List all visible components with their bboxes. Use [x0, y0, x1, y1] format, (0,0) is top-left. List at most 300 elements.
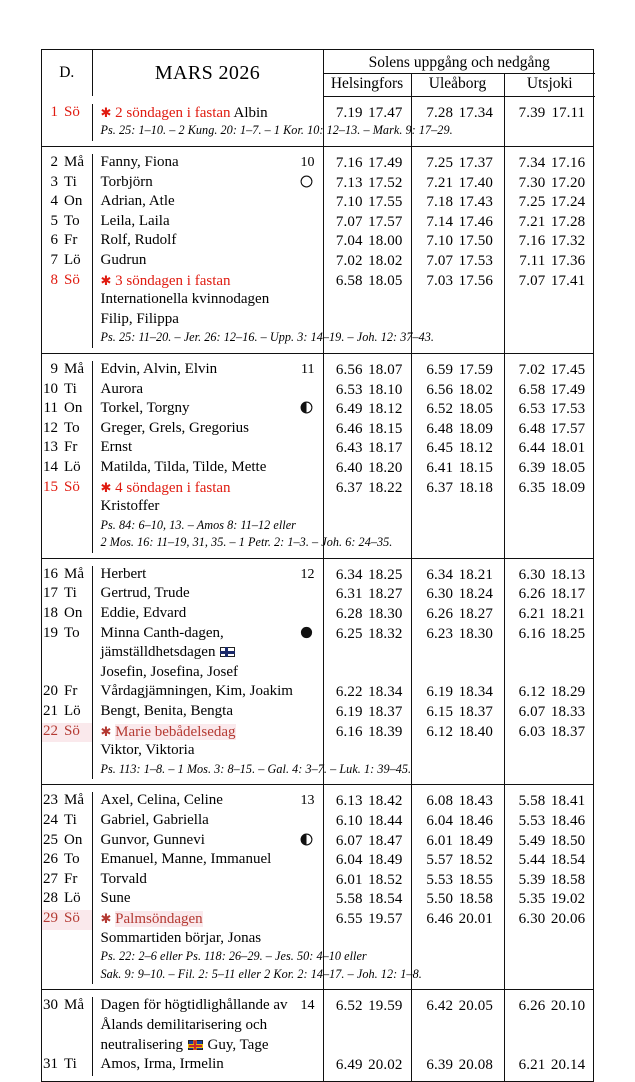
calendar-week-block	[42, 97, 593, 147]
sunrise-time: 6.48	[518, 420, 546, 437]
weekday-abbrev: On	[64, 831, 83, 848]
sunrise-time: 7.16	[335, 155, 363, 171]
weekday-abbrev: Lö	[64, 703, 81, 720]
sunrise-time: 6.21	[518, 606, 546, 623]
helsingfors-times-empty	[323, 498, 411, 518]
helsingfors-times-empty	[323, 742, 411, 762]
day-number: 26	[43, 851, 58, 868]
weekday-abbrev: Ti	[64, 585, 77, 602]
name-day-names: Gertrud, Trude	[100, 585, 190, 602]
sunrise-time: 7.19	[335, 104, 363, 121]
day-cell-empty	[42, 762, 92, 780]
sunset-time: 17.47	[368, 104, 403, 121]
uleaborg-times-empty	[411, 930, 504, 950]
sunrise-time: 6.26	[518, 586, 546, 603]
day-cell-empty	[42, 949, 92, 967]
name-cell	[92, 232, 323, 252]
calendar-week-block	[42, 559, 593, 786]
day-number: 5	[50, 212, 58, 229]
uleaborg-times	[411, 910, 504, 930]
sunset-time: 18.27	[458, 606, 493, 623]
sunset-time: 18.12	[368, 401, 403, 418]
sunrise-time: 7.16	[518, 233, 546, 250]
helsingfors-times	[323, 252, 411, 272]
sunrise-time: 6.48	[426, 420, 454, 437]
table-row[interactable]	[42, 1056, 595, 1076]
sunset-time: 18.41	[550, 793, 586, 810]
sunrise-time: 6.22	[335, 684, 363, 701]
helsingfors-times	[323, 723, 411, 743]
utsjoki-times	[504, 252, 595, 272]
day-number: 15	[43, 478, 58, 495]
table-row[interactable]	[42, 252, 595, 272]
day-cell	[42, 683, 92, 703]
name-cell	[92, 400, 323, 420]
sunset-time: 18.05	[550, 459, 586, 476]
table-row[interactable]	[42, 585, 595, 605]
helsingfors-times	[323, 851, 411, 871]
day-cell	[42, 174, 92, 194]
sunrise-time: 6.10	[335, 813, 363, 829]
week-number: 13	[300, 793, 315, 809]
table-row[interactable]	[42, 625, 595, 645]
day-cell-empty	[42, 930, 92, 950]
day-cell	[42, 400, 92, 420]
name-cell	[92, 625, 323, 645]
sunset-time: 17.24	[550, 194, 586, 211]
weekday-abbrev: Må	[64, 360, 84, 377]
block-bottom-spacer	[42, 553, 595, 558]
helsingfors-times	[323, 683, 411, 703]
helsingfors-times	[323, 154, 411, 174]
helsingfors-times	[323, 193, 411, 213]
name-day-names: Ernst	[100, 439, 133, 456]
sunrise-time: 7.30	[518, 174, 546, 191]
bible-reading-row	[42, 949, 595, 967]
day-cell	[42, 625, 92, 645]
sunset-time: 17.46	[458, 213, 493, 230]
first-quarter-moon-icon	[300, 400, 313, 418]
name-cell-continuation: Filip, Filippa	[100, 310, 179, 327]
bible-reading-text: Ps. 25: 11–20. – Jer. 26: 12–16. – Upp. 3: 14–19. – Joh. 12: 37–43.	[100, 330, 435, 345]
table-row[interactable]	[42, 871, 595, 891]
day-cell	[42, 213, 92, 233]
helsingfors-times	[323, 605, 411, 625]
helsingfors-times-empty	[323, 311, 411, 331]
utsjoki-times	[504, 193, 595, 213]
table-row[interactable]	[42, 910, 595, 930]
sunrise-time: 6.56	[426, 381, 454, 398]
finland-flag-icon	[220, 647, 235, 657]
table-row-continuation	[42, 291, 595, 311]
day-number: 18	[43, 605, 58, 622]
table-row[interactable]	[42, 154, 595, 174]
sunrise-time: 6.35	[518, 479, 546, 496]
sunset-time: 18.24	[458, 586, 493, 603]
table-row[interactable]	[42, 703, 595, 723]
sunset-time: 17.55	[368, 194, 403, 211]
day-cell	[42, 232, 92, 252]
day-cell	[42, 193, 92, 213]
day-number: 14	[43, 458, 58, 475]
day-cell-empty	[42, 664, 92, 684]
table-row[interactable]	[42, 381, 595, 401]
table-row-continuation	[42, 742, 595, 762]
name-cell-continuation: neutralisering Guy, Tage	[100, 1036, 269, 1053]
day-number: 20	[43, 683, 58, 700]
name-cell	[92, 1056, 323, 1076]
bible-reading-row	[42, 330, 595, 348]
sunset-time: 18.54	[550, 852, 586, 869]
sunset-time: 18.58	[550, 871, 586, 888]
day-cell	[42, 605, 92, 625]
sunrise-time: 6.52	[426, 401, 454, 418]
name-day-names: Emanuel, Manne, Immanuel	[100, 851, 272, 868]
utsjoki-times	[504, 703, 595, 723]
day-cell	[42, 272, 92, 292]
table-row[interactable]	[42, 605, 595, 625]
day-number: 4	[50, 193, 58, 210]
sunrise-time: 7.02	[518, 361, 546, 378]
sunset-time: 18.47	[368, 832, 403, 849]
day-cell-empty	[42, 967, 92, 985]
name-cell	[92, 812, 323, 832]
helsingfors-times-empty	[323, 644, 411, 664]
sunset-time: 18.50	[550, 832, 586, 849]
sunrise-time: 7.11	[519, 252, 546, 269]
table-row[interactable]	[42, 792, 595, 812]
utsjoki-times-empty	[504, 967, 595, 985]
day-cell-empty	[42, 123, 92, 141]
weekday-abbrev: On	[64, 193, 83, 210]
uleaborg-times	[411, 439, 504, 459]
uleaborg-times-empty	[411, 1037, 504, 1057]
utsjoki-times-empty	[504, 518, 595, 536]
sunrise-time: 5.58	[518, 793, 546, 810]
sunset-time: 19.59	[368, 998, 403, 1015]
table-row[interactable]	[42, 439, 595, 459]
sunset-time: 18.49	[368, 852, 403, 869]
helsingfors-times	[323, 213, 411, 233]
sunset-time: 18.17	[368, 440, 403, 457]
name-cell	[92, 723, 323, 743]
helsingfors-times	[323, 1056, 411, 1076]
sunrise-time: 6.46	[335, 420, 363, 437]
sunrise-time: 6.58	[335, 272, 363, 289]
sunrise-time: 6.01	[335, 871, 363, 888]
sunrise-time: 5.58	[335, 891, 363, 908]
weekday-abbrev: Sö	[64, 909, 80, 926]
sunset-time: 17.43	[458, 194, 493, 211]
sunrise-time: 6.43	[335, 440, 363, 457]
utsjoki-times	[504, 683, 595, 703]
feast-star-icon: ✱	[100, 723, 112, 739]
sunset-time: 17.41	[550, 272, 586, 289]
sunset-time: 18.05	[368, 272, 403, 289]
name-cell-continuation: Ålands demilitarisering och	[100, 1016, 268, 1033]
uleaborg-times-empty	[411, 291, 504, 311]
name-cell	[92, 605, 323, 625]
table-row[interactable]	[42, 400, 595, 420]
uleaborg-times	[411, 605, 504, 625]
sunrise-time: 6.58	[518, 381, 546, 398]
utsjoki-times-empty	[504, 1017, 595, 1037]
sunrise-time: 6.16	[518, 625, 546, 642]
header-day-column-label: D.	[42, 50, 92, 96]
table-row-continuation	[42, 930, 595, 950]
sunrise-time: 7.10	[335, 194, 363, 211]
block-top-spacer	[42, 990, 595, 997]
day-number: 22	[43, 722, 58, 739]
sunset-time: 17.52	[368, 174, 403, 191]
table-row[interactable]	[42, 683, 595, 703]
sunrise-time: 7.07	[426, 252, 454, 269]
uleaborg-times	[411, 381, 504, 401]
uleaborg-times-empty	[411, 644, 504, 664]
name-day-names: Rolf, Rudolf	[100, 232, 177, 249]
name-cell	[92, 193, 323, 213]
name-day-names: Leila, Laila	[100, 212, 170, 229]
weekday-abbrev: Fr	[64, 683, 78, 700]
uleaborg-times	[411, 890, 504, 910]
weekday-abbrev: To	[64, 624, 80, 641]
table-row-continuation	[42, 498, 595, 518]
sunset-time: 18.27	[368, 586, 403, 603]
utsjoki-times	[504, 213, 595, 233]
day-number: 1	[50, 103, 58, 120]
uleaborg-times	[411, 566, 504, 586]
day-cell	[42, 381, 92, 401]
table-row[interactable]	[42, 361, 595, 381]
utsjoki-times	[504, 420, 595, 440]
sunset-time: 17.37	[458, 155, 493, 171]
sunrise-time: 6.01	[426, 832, 454, 849]
utsjoki-times	[504, 479, 595, 499]
sunset-time: 18.34	[458, 684, 493, 701]
day-number: 24	[43, 812, 58, 828]
uleaborg-times	[411, 400, 504, 420]
sunset-time: 18.33	[550, 704, 586, 721]
sunset-time: 20.05	[458, 998, 493, 1015]
week-number: 14	[300, 998, 315, 1014]
weekday-abbrev: Fr	[64, 232, 78, 249]
sunrise-time: 6.39	[426, 1057, 454, 1074]
table-row[interactable]	[42, 232, 595, 252]
utsjoki-times-empty	[504, 949, 595, 967]
sunset-time: 17.57	[550, 420, 586, 437]
helsingfors-times	[323, 479, 411, 499]
sunrise-time: 6.12	[518, 684, 546, 701]
uleaborg-times	[411, 625, 504, 645]
uleaborg-times-empty	[411, 949, 504, 967]
bible-reading-row	[42, 762, 595, 780]
bible-reading-row	[42, 967, 595, 985]
sunset-time: 17.36	[550, 252, 586, 269]
sunset-time: 18.30	[458, 625, 493, 642]
sunset-time: 18.20	[368, 459, 403, 476]
name-cell	[92, 585, 323, 605]
sunset-time: 18.25	[368, 566, 403, 583]
sunset-time: 18.02	[458, 381, 493, 398]
table-row[interactable]	[42, 851, 595, 871]
uleaborg-times	[411, 997, 504, 1017]
day-cell-empty	[42, 311, 92, 331]
day-cell	[42, 154, 92, 174]
weekday-abbrev: Fr	[64, 870, 78, 887]
sun-times-group-label: Solens uppgång och nedgång	[323, 50, 595, 73]
weekday-abbrev: On	[64, 400, 83, 417]
sunset-time: 18.05	[458, 401, 493, 418]
day-number: 9	[50, 360, 58, 377]
bible-reading-row	[42, 518, 595, 536]
sunrise-time: 6.40	[335, 459, 363, 476]
utsjoki-times-empty	[504, 498, 595, 518]
sunset-time: 18.49	[458, 832, 493, 849]
table-row[interactable]	[42, 193, 595, 213]
name-day-names: Vårdagjämningen, Kim, Joakim	[100, 683, 293, 700]
name-cell	[92, 871, 323, 891]
day-number: 6	[50, 232, 58, 249]
weekday-abbrev: Sö	[64, 271, 80, 288]
uleaborg-times	[411, 723, 504, 743]
header-city-utsjoki: Utsjoki	[504, 73, 595, 96]
name-cell	[92, 832, 323, 852]
name-cell	[92, 479, 323, 499]
helsingfors-times	[323, 272, 411, 292]
sunrise-time: 6.52	[335, 998, 363, 1015]
table-row[interactable]	[42, 420, 595, 440]
calendar-week-block	[42, 785, 593, 990]
uleaborg-times	[411, 154, 504, 174]
sunrise-time: 5.39	[518, 871, 546, 888]
sunset-time: 18.02	[368, 252, 403, 269]
day-cell-empty	[42, 1037, 92, 1057]
feast-star-icon: ✱	[100, 479, 112, 495]
utsjoki-times	[504, 832, 595, 852]
name-day-names: Aurora	[100, 380, 143, 397]
weekday-abbrev: Ti	[64, 1056, 77, 1073]
table-row[interactable]	[42, 459, 595, 479]
utsjoki-times-empty	[504, 311, 595, 331]
uleaborg-times	[411, 871, 504, 891]
sunrise-time: 7.13	[335, 174, 363, 191]
day-number: 30	[43, 997, 58, 1014]
sunset-time: 18.42	[368, 793, 403, 810]
name-cell	[92, 851, 323, 871]
sunset-time: 17.53	[458, 252, 493, 269]
utsjoki-times	[504, 812, 595, 832]
helsingfors-times	[323, 381, 411, 401]
utsjoki-times-empty	[504, 123, 595, 141]
block-top-spacer	[42, 785, 595, 792]
bible-reading-row	[42, 123, 595, 141]
day-number: 29	[43, 909, 58, 926]
table-row[interactable]	[42, 174, 595, 194]
helsingfors-times	[323, 400, 411, 420]
feast-name: Palmsöndagen	[115, 910, 203, 927]
sunrise-time: 7.25	[518, 194, 546, 211]
utsjoki-times	[504, 890, 595, 910]
helsingfors-times	[323, 566, 411, 586]
table-row[interactable]	[42, 272, 595, 292]
sunset-time: 18.15	[368, 420, 403, 437]
day-cell	[42, 585, 92, 605]
table-row[interactable]	[42, 812, 595, 832]
sunrise-time: 6.37	[335, 479, 363, 496]
day-cell-empty	[42, 330, 92, 348]
sunrise-time: 6.03	[518, 723, 546, 740]
sunset-time: 20.06	[550, 910, 586, 927]
name-cell	[92, 566, 323, 586]
table-row-continuation	[42, 644, 595, 664]
name-cell	[92, 272, 323, 292]
utsjoki-times-empty	[504, 1037, 595, 1057]
day-cell-empty	[42, 1017, 92, 1037]
day-number: 11	[43, 400, 58, 417]
sunset-time: 18.21	[550, 606, 586, 623]
uleaborg-times-empty	[411, 967, 504, 985]
sunset-time: 17.34	[458, 104, 493, 121]
full-moon-icon	[300, 625, 313, 643]
sunset-time: 18.29	[550, 684, 586, 701]
utsjoki-times	[504, 439, 595, 459]
table-row[interactable]	[42, 479, 595, 499]
table-row[interactable]	[42, 566, 595, 586]
utsjoki-times	[504, 585, 595, 605]
sunrise-time: 6.39	[518, 459, 546, 476]
weekday-abbrev: Lö	[64, 251, 81, 268]
name-cell	[92, 154, 323, 174]
name-cell	[92, 420, 323, 440]
table-row[interactable]	[42, 997, 595, 1017]
bible-reading-text: Sak. 9: 9–10. – Fil. 2: 5–11 eller 2 Kor. 2: 14–17. – Joh. 12: 1–8.	[100, 966, 422, 981]
sunrise-time: 6.21	[518, 1057, 546, 1074]
sunset-time: 20.01	[458, 910, 493, 927]
table-row-continuation	[42, 1017, 595, 1037]
weekday-abbrev: Sö	[64, 722, 80, 739]
utsjoki-times	[504, 723, 595, 743]
name-day-names: Gudrun	[100, 251, 147, 268]
weekday-abbrev: Ti	[64, 812, 77, 828]
sunset-time: 18.13	[550, 566, 586, 583]
table-row[interactable]	[42, 890, 595, 910]
day-cell	[42, 566, 92, 586]
uleaborg-times	[411, 585, 504, 605]
name-cell	[92, 104, 323, 124]
utsjoki-times	[504, 174, 595, 194]
table-row[interactable]	[42, 723, 595, 743]
sunset-time: 17.57	[368, 213, 403, 230]
sunrise-time: 6.25	[335, 625, 363, 642]
sunset-time: 18.10	[368, 381, 403, 398]
name-day-names: Sune	[100, 890, 131, 907]
sunrise-time: 6.04	[426, 813, 454, 829]
sunset-time: 18.46	[550, 813, 586, 829]
sunset-time: 19.02	[550, 891, 586, 908]
day-number: 21	[43, 703, 58, 720]
table-row[interactable]	[42, 104, 595, 124]
utsjoki-times	[504, 997, 595, 1017]
calendar-page	[41, 49, 594, 1082]
day-cell	[42, 361, 92, 381]
sunrise-time: 6.49	[335, 401, 363, 418]
sunset-time: 18.39	[368, 723, 403, 740]
table-row[interactable]	[42, 213, 595, 233]
table-row[interactable]	[42, 832, 595, 852]
sunrise-time: 7.39	[518, 104, 546, 121]
sunrise-time: 6.15	[426, 704, 454, 721]
name-day-names: Gabriel, Gabriella	[100, 812, 209, 828]
